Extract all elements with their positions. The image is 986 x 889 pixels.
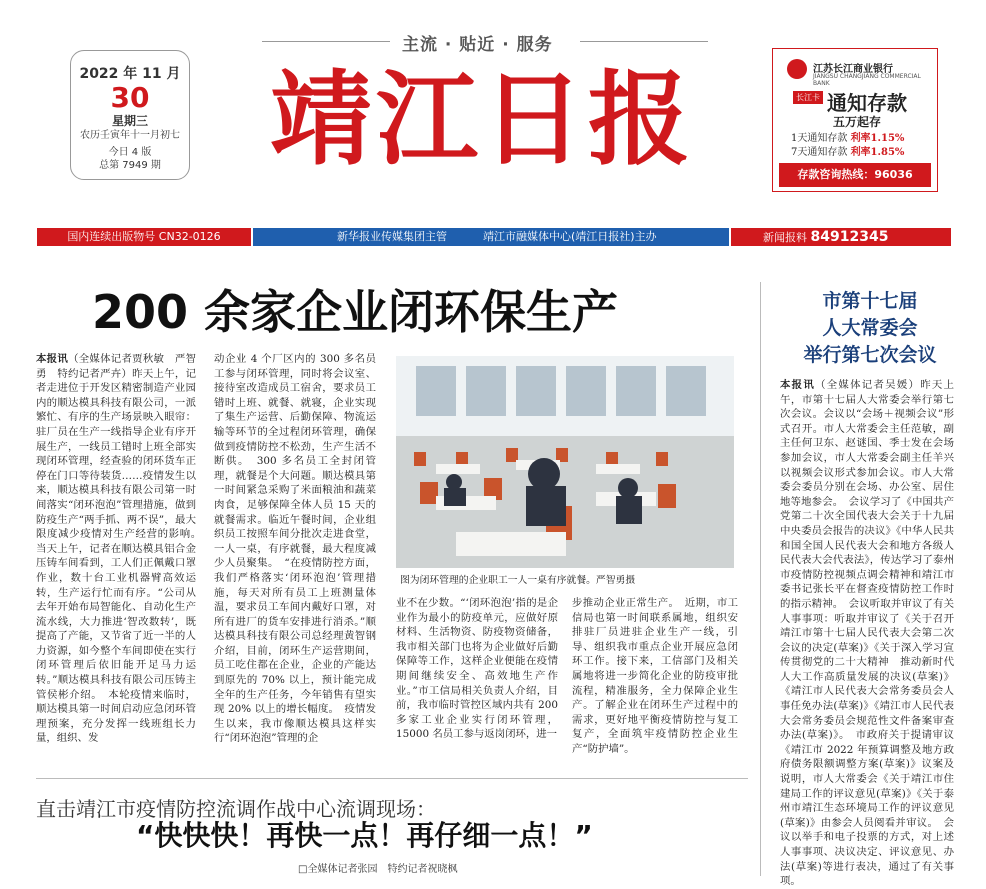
section-divider — [36, 778, 748, 779]
date-weekday: 星期三 — [111, 114, 148, 128]
masthead: 靖江日报 — [270, 60, 694, 180]
main-headline: 200 余家企业闭环保生产 — [92, 285, 619, 339]
bank-name-en: JIANGSU CHANGJIANG COMMERCIAL BANK — [813, 73, 921, 87]
byline-label: 本报讯 — [36, 353, 69, 365]
photo-caption: 图为闭环管理的企业职工一人一桌有序就餐。严智勇摄 — [400, 575, 636, 586]
right-byline: 本报讯 — [780, 379, 816, 391]
sponsor: 新华报业传媒集团主管 — [337, 230, 447, 243]
bank-logo-icon — [787, 59, 807, 79]
hotline-number: 84912345 — [810, 229, 889, 245]
right-headline-line-3: 举行第七次会议 — [803, 344, 937, 366]
slogan — [262, 30, 708, 54]
host: 靖江市融媒体中心(靖江日报社)主办 — [483, 230, 657, 243]
canteen-photo — [396, 356, 734, 568]
article-col-3: 业不在少数。“‘闭环泡泡’指的是企业作为最小的防疫单元，应做好原材料、生活物资、防疫物资储备，我市相关部门也将为企业做好后勤保障等工作，这样企业便能在疫情期间继续安全、高效地生产作业。”市工信局相关负责人介绍，目前，我市临时管控区域内共有 200 多家工业企业实行闭环管理，15000 名员工参与返岗闭环，进一 — [396, 597, 558, 741]
slogan-rule-left — [262, 41, 390, 42]
article-col-4: 步推动企业正常生产。 近期，市工信局也第一时间联系属地，组织安排驻厂员进驻企业生产一线，引导、组织我市重点企业开展应急闭环工作。接下来，工信部门及相关属地将进一步简化企业的防疫审批流程，精准服务，全力保障企业生产。了解企业在闭环生产过程中的需求，更好地平衡疫情防控与复工复产，全面筑牢疫情防控企业生产“防护墙”。 — [572, 597, 738, 755]
slogan-text: 主流 · 贴近 · 服务 — [402, 35, 553, 55]
slogan-rule-right — [580, 41, 708, 42]
date-year-month: 2022 年 11 月 — [79, 66, 181, 82]
column-divider — [760, 282, 761, 876]
right-headline-line-1: 市第十七届 — [822, 290, 918, 312]
story2-subhead: 直击靖江市疫情防控流调作战中心流调现场： — [36, 797, 436, 821]
article-col-1-text: （全媒体记者贾秋敏 严智勇 特约记者严卉）昨天上午，记者走进位于开发区精密制造产业园内的顺达模具科技有限公司，一派繁忙、有序的生产场景映入眼帘：驻厂员在生产一线指导企业有序开展生产，一线员工错时上班全部实现闭环管理，经查验的闭环货车正停在门口等待装货……疫情发生以来，顺达模具科技有限公司第一时间落实“闭环泡泡”管理措施，做到防疫生产“两手抓、两不误”，最大限度减少疫情对生产经营的影响。 当天上午，记者在顺达模具铝合金压铸车间看到，工人们正佩戴口罩作业，数十台工业机器臂高效运转，生产运行忙而有序。“公司从去年开始布局智能化、自动化生产流水线，大力推进‘智改数转’，既提高了产能，又节省了近一半的人力资源，如今整个车间即使在实行闭环管理后依旧能开足马力运转。”顺达模具科技有限公司压铸主管侯彬介绍。 本轮疫情来临时，顺达模具第一时间启动应急闭环管理预案，充分发挥一线班组长力量，组织、发 — [36, 353, 207, 745]
date-issue: 总第 7949 期 — [99, 160, 161, 171]
date-edition: 今日 4 版 — [108, 147, 152, 158]
ad-title: 通知存款 — [827, 91, 907, 115]
news-hotline — [731, 228, 951, 246]
date-lunar: 农历壬寅年十一月初七 — [80, 130, 180, 141]
ad-hotline: 存款咨询热线：96036 — [779, 163, 931, 187]
ad-start: 五万起存 — [833, 115, 882, 129]
ad-rate-1: 1天通知存款 利率1.15% — [791, 133, 905, 144]
story2-headline: “快快快！再快一点！再仔细一点！” — [136, 819, 593, 852]
cn-number: 国内连续出版物号 CN32-0126 — [37, 228, 251, 246]
right-article-text: （全媒体记者吴媛）昨天上午，市第十七届人大常委会举行第七次会议。会议以“会场＋视频会议”形式召开。市人大常委会主任范敏，副主任何卫东、赵谜国、季士发在会场参加会议，市人大常委会副主任羊兴以视频会议形式参加会议。市人大常委会委员分别在会场、办公室、居住地等地参会。 会议学习了《中国共产党第二十次全国代表大会关于十九届中央委员会报告的决议》《中华人民共和国全国人民代表大会和地方各级人民代表大会代表法》，传达学习了泰州市疫情防控视频点调会精神和靖江市委书记张长平在督查疫情防控工作时的指示精神。 会议听取并审议了有关人事事项：听取并审议了《关于召开靖江市第十七届人民代表大会第二次会议的决定(草案)》《关于深入学习宣传贯彻党的二十大精神 推动新时代人大工作高质量发展的决议(草案)》《靖江市人民代表大会常务委员会人事任免办法(草案)》《靖江市人民代表大会常务委员会规范性文件备案审查办法(草案)》。 市政府关于提请审议《靖江市 2022 年预算调整及地方政府债务限额调整方案(草案)》议案及说明，市人大常委会《关于靖江市住建局工作的评议意见(草案)》《关于泰州市靖江生态环境局工作的评议意见(草案)》由参会人员阅看并审议。 会议以举手和电子投票的方式，对上述人事事项、决议决定、评议意见、办法(草案)等进行表决，通过了有关事项。 — [780, 379, 955, 888]
date-box — [70, 50, 190, 180]
right-headline-line-2: 人大常委会 — [822, 317, 918, 339]
date-day: 30 — [110, 81, 150, 114]
hotline-label: 新闻报料 — [763, 231, 807, 244]
article-col-1 — [36, 352, 207, 745]
right-article — [780, 378, 955, 888]
right-headline — [775, 288, 965, 369]
sponsor-bar — [253, 228, 729, 246]
bank-name: 江苏长江商业银行 — [813, 64, 893, 75]
bank-ad[interactable] — [772, 48, 938, 192]
story2-byline: □全媒体记者张园 特约记者祝晓枫 — [298, 864, 458, 875]
ad-rate-2: 7天通知存款 利率1.85% — [791, 147, 905, 158]
article-col-2: 动企业 4 个厂区内的 300 多名员工参与闭环管理，同时将会议室、接待室改造成员工宿舍，要求员工错时上班、就餐、就寝，企业实现了集生产运营、后勤保障、物流运输等环节的全过程闭环管理，确保做到疫情防控不松劲，生产生活不断供。 300 多名员工全封闭管理，就餐是个大问题。顺达模具第一时间紧急采购了米面粮油和蔬菜肉食，足够保障全体人员 15 天的就餐需求。临近午餐时间，企业组织员工按照车间分批次走进食堂，一人一桌，有序就餐，最大程度减少人员聚集。 “在疫情防控方面，我们严格落实‘闭环泡泡’管理措施，每天对所有员工上班测量体温，要求员工车间内戴好口罩，对所有进厂的货车安排进行消杀。”顺达模具科技有限公司总经理黄智钢介绍，目前，闭环生产运营期间，员工吃住都在企业，企业的产能达到原先的 70% 以上，预计能完成全年的生产任务，今年销售有望实现 20% 以上的增长幅度。 疫情发生以来，我市像顺达模具这样实行“闭环泡泡”管理的企 — [214, 353, 376, 745]
info-band — [37, 228, 951, 246]
ad-tag: 长江卡 — [793, 91, 823, 104]
